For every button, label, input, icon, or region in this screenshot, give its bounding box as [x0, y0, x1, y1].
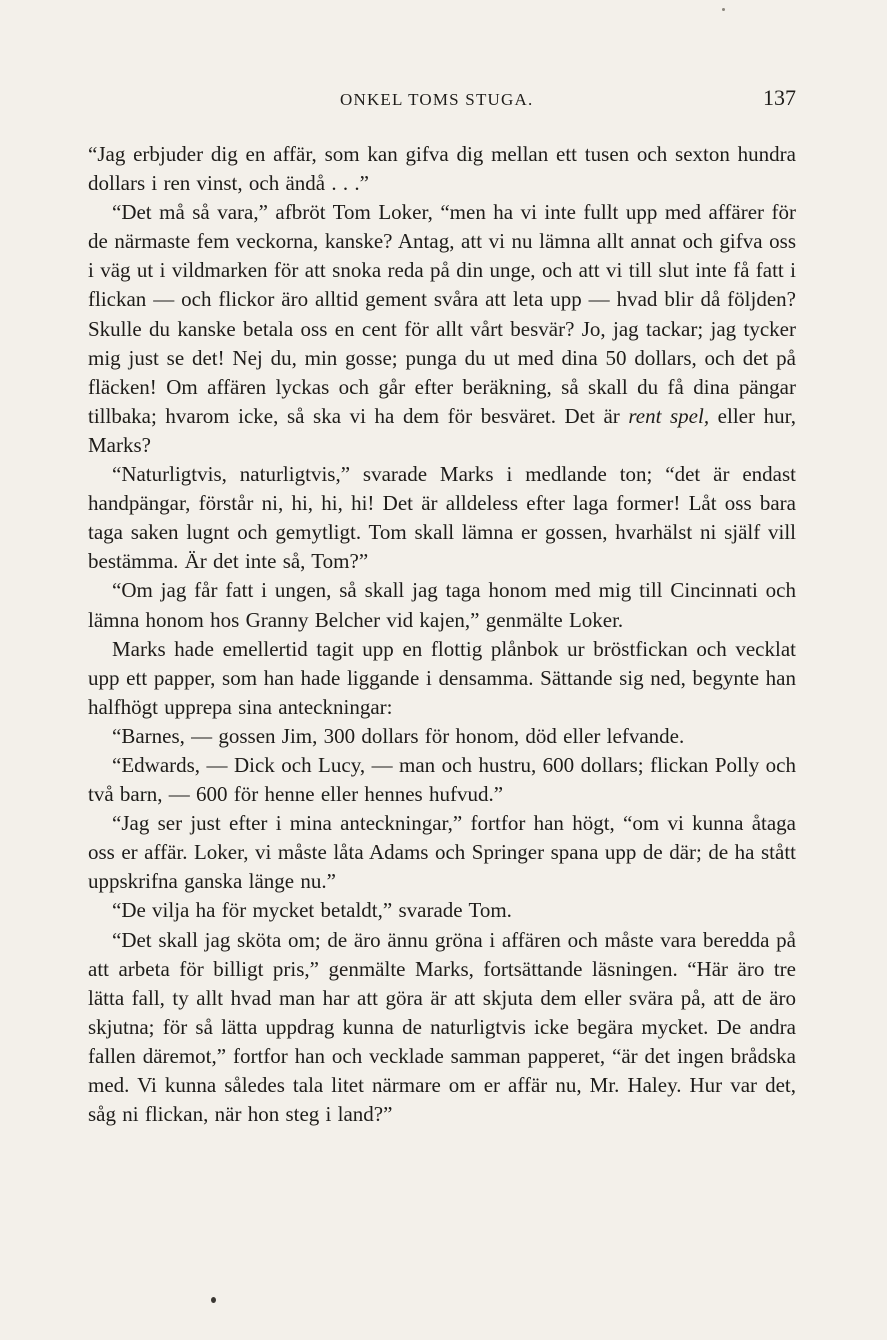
- page-number: 137: [763, 85, 796, 110]
- paragraph-3: “Naturligtvis, naturligtvis,” svarade Marks i medlande ton; “det är endast handpängar, förstår ni, hi, hi, hi! Det är alldeless efter laga former! Låt oss bara taga saken lugnt och gemytligt. Tom skall lämna er gossen, hvarhälst ni själf vill bestämma. Är det inte så, Tom?”: [88, 462, 796, 574]
- running-title: ONKEL TOMS STUGA.: [340, 90, 534, 109]
- paragraph-1: “Jag erbjuder dig en affär, som kan gifva dig mellan ett tusen och sexton hundra dollars i ren vinst, och ändå . . .”: [88, 142, 796, 196]
- paragraph-6: “Barnes, — gossen Jim, 300 dollars för honom, död eller lefvande.: [112, 723, 685, 748]
- italic-phrase: rent spel,: [628, 403, 710, 428]
- paper-speck: [722, 8, 725, 11]
- paragraph-2: “Det må så vara,” afbröt Tom Loker, “men ha vi inte fullt upp med affärer för de närmaste fem veckorna, kanske? Antag, att vi nu lämna allt annat och gifva oss i väg ut i vildmarken för att snoka reda på din unge, och att vi till slut inte få fatt i flickan — och flickor äro alltid gement svåra att leta upp — hvad blir då följden? Skulle du kanske betala oss en cent för allt vårt besvär? Jo, jag tackar; jag tycker mig just se det! Nej du, min gosse; punga du ut med dina 50 dollars, och det på fläcken! Om affären lyckas och går efter beräkning, så skall du få dina pängar tillbaka; hvarom icke, så ska vi ha dem för besväret. Det är rent spel, eller hur, Marks?: [88, 200, 796, 457]
- ink-mark: [211, 1297, 216, 1303]
- body-text: [88, 140, 796, 1129]
- paragraph-8: “Jag ser just efter i mina anteckningar,” fortfor han högt, “om vi kunna åtaga oss er affär. Loker, vi måste låta Adams och Springer spana upp de där; de ha stått uppskrifna ganska länge nu.”: [88, 811, 796, 894]
- paragraph-5: Marks hade emellertid tagit upp en flottig plånbok ur bröstfickan och vecklat upp ett papper, som han hade liggande i densamma. Sättande sig ned, begynte han halfhögt upprepa sina anteckningar:: [88, 636, 796, 719]
- paragraph-7: “Edwards, — Dick och Lucy, — man och hustru, 600 dollars; flickan Polly och två barn, — 600 för henne eller hennes hufvud.”: [88, 752, 796, 807]
- paragraph-4: “Om jag får fatt i ungen, så skall jag taga honom med mig till Cincinnati och lämna honom hos Granny Belcher vid kajen,” genmälte Loker.: [88, 578, 796, 632]
- page-header: [88, 85, 796, 116]
- paragraph-9: “De vilja ha för mycket betaldt,” svarade Tom.: [112, 898, 512, 923]
- paragraph-10: “Det skall jag sköta om; de äro ännu gröna i affären och måste vara beredda på att arbeta för billigt pris,” genmälte Marks, fortsättande läsningen. “Här äro tre lätta fall, ty allt hvad man har att göra är att skjuta dem eller svära på, att de äro skjutna; för så lätta uppdrag kunna de naturligtvis icke begära mycket. De andra fallen däremot,” fortfor han och vecklade samman papperet, “är det ingen brådska med. Vi kunna således tala litet närmare om er affär nu, Mr. Haley. Hur var det, såg ni flickan, när hon steg i land?”: [88, 927, 796, 1127]
